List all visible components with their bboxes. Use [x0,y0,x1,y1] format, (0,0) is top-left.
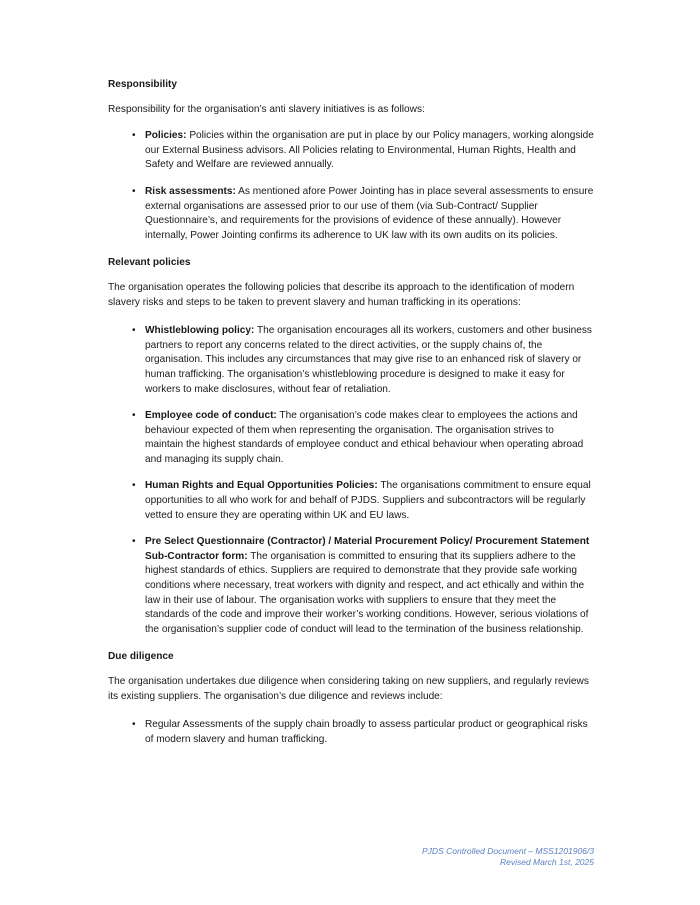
list-item [108,718,594,747]
list-item [108,129,594,173]
footer-control-number: PJDS Controlled Document – MSS1201906/3 [422,846,594,856]
relevant-policies-list [108,324,594,637]
item-label: Policies: [145,130,187,142]
list-item [108,409,594,467]
bullet-icon: • [132,410,136,422]
list-item [108,479,594,523]
item-label: Pre Select Questionnaire (Contractor) / Material Procurement Policy/ Procurement Statement Sub-Contractor form: [145,536,590,562]
item-text: The organisation is committed to ensuring that its suppliers adhere to the highest standards of ethics. Suppliers are required to demonstrate that they provide safe working conditions where necessary, treat workers with dignity and respect, and act ethically and within the law in their use of labour. The organisation works with suppliers to ensure that they meet the standards of the code and improve their worker’s working conditions. However, serious violations of the organisation’s supplier code of conduct will lead to the termination of the business relationship. [145,550,589,635]
item-label: Risk assessments: [145,185,236,197]
item-label: Human Rights and Equal Opportunities Policies: [145,480,378,492]
heading-relevant-policies: Relevant policies [108,257,191,269]
item-text: Regular Assessments of the supply chain broadly to assess particular product or geographical risks of modern slavery and human trafficking. [145,719,588,745]
heading-due-diligence: Due diligence [108,651,174,663]
list-item [108,324,594,397]
bullet-icon: • [132,185,136,197]
item-text: The organisation encourages all its workers, customers and other business partners to report any concerns related to the direct activities, or the supply chains of, the organisation. This includes any circumstances that may give rise to an enhanced risk of slavery or human trafficking. The organisation’s whistleblowing procedure is designed to make it easy for workers to make disclosures, without fear of retaliation. [145,325,592,395]
bullet-icon: • [132,536,136,548]
list-item [108,185,594,243]
bullet-icon: • [132,719,136,731]
responsibility-list [108,129,594,243]
item-label: Employee code of conduct: [145,410,277,422]
responsibility-intro: Responsibility for the organisation’s anti slavery initiatives is as follows: [108,103,425,115]
item-text: Policies within the organisation are put in place by our Policy managers, working alongside our External Business advisors. All Policies relating to Environmental, Human Rights, Health and Safety and Welfare are reviewed annually. [145,130,594,171]
item-text: As mentioned afore Power Jointing has in place several assessments to ensure external organisations are assessed prior to our use of them (via Sub-Contract/ Supplier Questionnaire’s, and requirements for the provisions of evidence of these annually). However internally, Power Jointing confirms its adherence to UK law with its own audits on its policies. [145,185,594,241]
bullet-icon: • [132,325,136,337]
item-text: The organisation’s code makes clear to employees the actions and behaviour expected of them when representing the organisation. The organisation strives to maintain the highest standards of employee conduct and ethical behaviour when operating abroad and managing its supply chain. [145,410,584,465]
item-label: Whistleblowing policy: [145,325,255,337]
item-text: The organisations commitment to ensure equal opportunities to all who work for and behalf of PJDS. Suppliers and subcontractors will be regularly vetted to ensure they are operating within UK and EU laws. [145,480,591,521]
bullet-icon: • [132,480,136,492]
due-diligence-intro: The organisation undertakes due diligence when considering taking on new suppliers, and regularly reviews its existing suppliers. The organisation’s due diligence and reviews include: [108,676,589,702]
bullet-icon: • [132,130,136,142]
document-footer [422,846,594,868]
list-item [108,535,594,637]
due-diligence-list [108,718,594,747]
heading-responsibility: Responsibility [108,79,177,90]
relevant-policies-intro: The organisation operates the following policies that describe its approach to the identification of modern slavery risks and steps to be taken to prevent slavery and human trafficking in its operations: [108,281,575,308]
document-page [108,78,594,747]
footer-revision-date: Revised March 1st, 2025 [499,857,594,867]
